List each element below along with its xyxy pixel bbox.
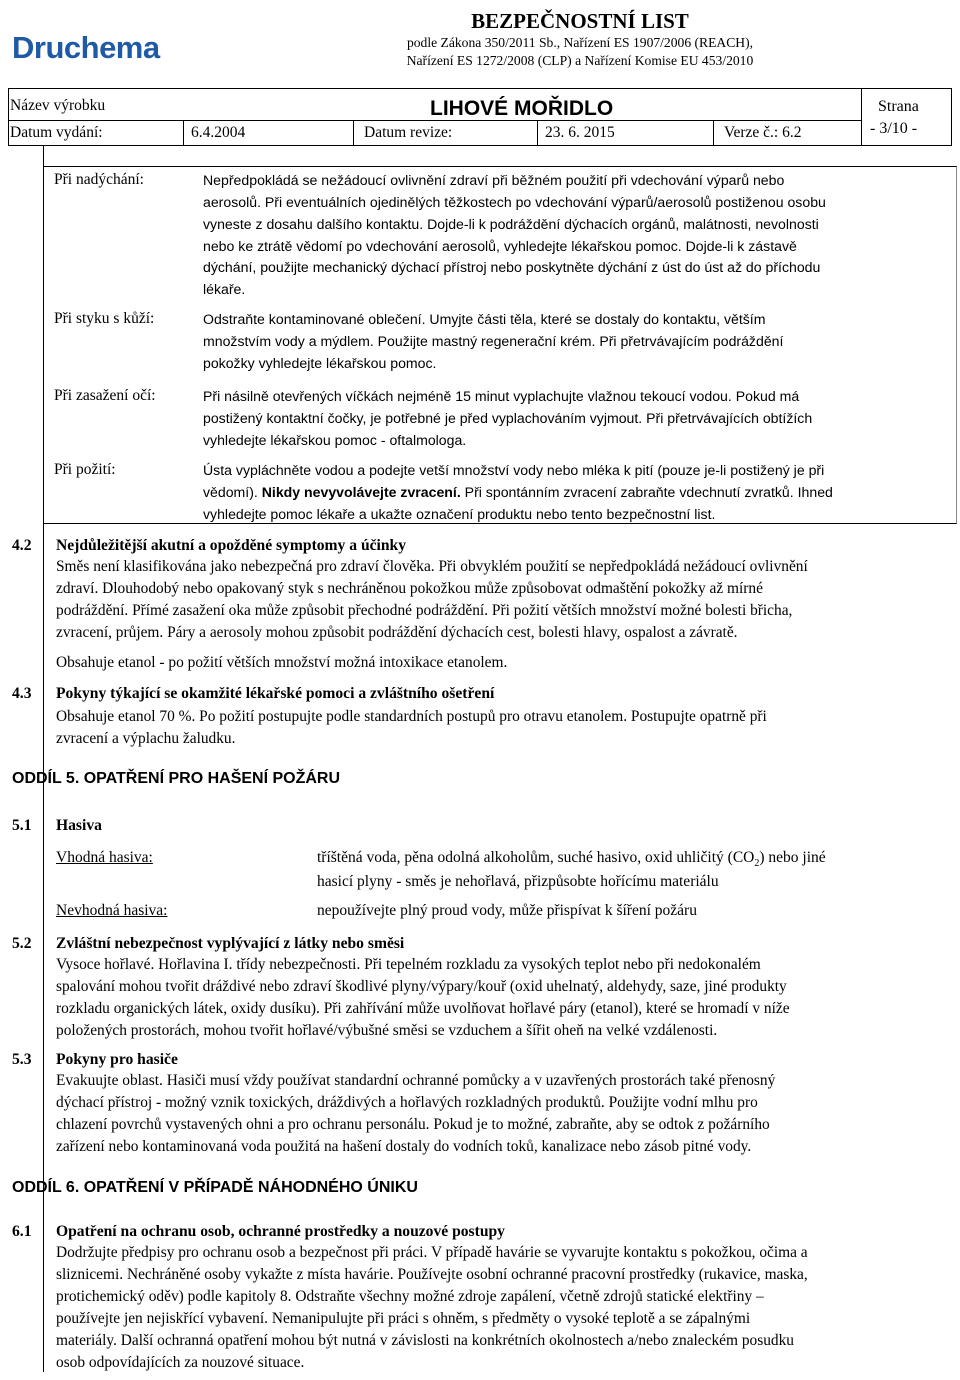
product-name: LIHOVÉ MOŘIDLO [430,97,614,120]
text-line: nebo ke ztrátě vědomí po vdechování aerosolů, vyhledejte lékařskou pomoc. Dojde-li k zástavě [203,237,797,254]
section-body [56,556,946,644]
skin-label: Při styku s kůží: [54,310,155,327]
text-line: osob odpovídajících za nouzové situace. [56,1354,305,1372]
page-number: - 3/10 - [870,120,918,137]
text-line: vyhledejte lékařskou pomoc - oftalmologa. [203,431,467,448]
logo-text: Druchema [12,30,160,65]
section-body [56,706,946,750]
text-line: postižený kontaktní čočky, je potřebné je před vyplachováním vyjmout. Při přetrvávajících obtížích [203,409,813,426]
header-border [537,120,538,145]
text-line: vyhledejte pomoc lékaře a ukažte označení produktu nebo tento bezpečnostní list. [203,505,716,522]
document-title: BEZPEČNOSTNÍ LIST [471,9,689,33]
text-line: podráždění. Přímé zasažení oka může způsobit přechodné podráždění. Při požití větších množství možné bolesti břicha, [56,602,793,620]
section-number: 4.2 [12,537,32,554]
text-line: množstvím vody a mýdlem. Použijte mastný regenerační krém. Při přetrvávajícím podráždění [203,332,784,349]
section-number: 4.3 [12,685,32,702]
section-title: Zvláštní nebezpečnost vyplývající z látky nebo směsi [56,935,405,952]
section-title: Opatření na ochranu osob, ochranné prostředky a nouzové postupy [56,1223,505,1240]
text-line: používejte jen nejiskřící vybavení. Nemanipulujte při práci s ohněm, s předměty o vysoké teplotě a se zápalnými [56,1310,751,1328]
section-body [56,1070,946,1158]
header-border [8,88,9,145]
header-border [353,120,354,145]
text-line: Dodržujte předpisy pro ochranu osob a bezpečnost při práci. V případě havárie se vyvarujte kontaktu s pokožkou, očima a [56,1244,808,1261]
issue-date-label: Datum vydání: [10,124,103,141]
company-logo [12,28,160,69]
header-border [183,120,184,145]
text-line: chlazení povrchů vystavených ohni a pro ochranu personálu. Pokud je to možné, zabraňte, aby se odtok z požárního [56,1116,770,1134]
inhalation-text [203,170,948,301]
revision-date: 23. 6. 2015 [545,124,615,141]
header-divider [8,145,952,146]
text-span: tříštěná voda, pěna odolná alkoholům, suché hasivo, oxid uhličitý (CO [317,849,755,866]
text-line [203,482,948,504]
subtitle-line: Nařízení ES 1272/2008 (CLP) a Nařízení Komise EU 453/2010 [406,52,754,68]
issue-date: 6.4.2004 [191,124,246,141]
text-span: ) nebo jiné [759,849,826,866]
product-label: Název výrobku [10,97,106,114]
text-line: zvracení a výplachu žaludku. [56,730,236,748]
text-line: hasicí plyny - směs je nehořlavá, přizpůsobte hořícímu materiálu [317,873,719,891]
text-line: Při násilně otevřených víčkách nejméně 15 minut vyplachujte vlažnou tekoucí vodou. Pokud má [203,388,800,404]
text-line: položených prostorách, mohou tvořit hořlavé/výbušné směsi se vzduchem a šířit oheň na velké vzdálenosti. [56,1022,718,1040]
section-body [56,1242,946,1374]
text-line: Nepředpokládá se nežádoucí ovlivnění zdraví při běžném použití při vdechování výparů nebo [203,172,785,188]
text-line: dýchací přístroj - možný vznik toxických, dráždivých a hořlavých rozkladných produktů. Použijte vodní mlhu pro [56,1094,758,1112]
text-line: dýchání, použijte mechanický dýchací přístroj nebo poskytněte dýchání z úst do úst až do příchodu [203,259,821,276]
eyes-label: Při zasažení očí: [54,387,156,404]
suitable-label: Vhodná hasiva: [56,849,153,866]
text-line: Směs není klasifikována jako nebezpečná pro zdraví člověka. Při obvyklém použití se nepředpokládá nežádoucí ovlivnění [56,558,808,575]
unsuitable-label: Nevhodná hasiva: [56,902,168,919]
section-body [56,954,946,1042]
suitable-text [317,847,947,893]
text-line: lékaře. [203,281,246,298]
inhalation-label: Při nadýchání: [54,171,144,188]
text-line: materiály. Další ochranná opatření mohou být nutná v závislosti na konkrétních okolnostech a/nebo znaleckém posudku [56,1332,794,1350]
document-subtitle [320,34,840,69]
text-line: Obsahuje etanol 70 %. Po požití postupujte podle standardních postupů pro otravu etanolem. Postupujte opatrně při [56,708,767,725]
text-line: rozkladu organických látek, oxidy dusíku). Při zahřívání může uvolňovat hořlavé páry (etanol), které se hromadí v níže [56,1000,790,1018]
text-line: zdraví. Dlouhodobý nebo opakovaný styk s nechráněnou pokožkou může způsobovat odmaštění pokožky až mírné [56,580,763,598]
chapter-heading: ODDÍL 6. OPATŘENÍ V PŘÍPADĚ NÁHODNÉHO ÚNIKU [12,1179,418,1196]
section-title: Hasiva [56,817,102,834]
page-label: Strana [878,98,919,115]
text-line: pokožky vyhledejte lékařskou pomoc. [203,354,437,371]
section-number: 5.2 [12,935,32,952]
section-title: Pokyny pro hasiče [56,1051,178,1068]
ingestion-text [203,460,948,526]
revision-date-label: Datum revize: [364,124,453,141]
text-line: Ústa vypláchněte vodou a podejte vetší množství vody nebo mléka k pití (pouze je-li postižený je při [203,462,825,478]
text-line: Vysoce hořlavé. Hořlavina I. třídy nebezpečnosti. Při tepelném rozkladu za vysokých teplot nebo při nedokonalém [56,956,761,973]
subtitle-line: podle Zákona 350/2011 Sb., Nařízení ES 1907/2006 (REACH), [406,35,754,50]
header-border [861,88,862,145]
section-title: Pokyny týkající se okamžité lékařské pomoci a zvláštního ošetření [56,685,495,702]
header-divider [8,120,862,121]
text-line: zvracení, průjem. Páry a aerosoly mohou způsobit podráždění dýchacích cest, bolesti hlavy, ospalost a závratě. [56,624,738,642]
version-label: Verze č.: 6.2 [724,124,802,141]
text-line: Evakuujte oblast. Hasiči musí vždy používat standardní ochranné pomůcky a v uzavřených prostorách také přenosný [56,1072,776,1089]
subscript: 2 [754,858,760,870]
text-line: protichemický oděv) podle kapitoly 8. Odstraňte všechny možné zdroje zapálení, včetně zdrojů statické elektřiny – [56,1288,764,1306]
text-line: Odstraňte kontaminované oblečení. Umyjte části těla, které se dostaly do kontaktu, větším [203,311,766,327]
warning-text: Nikdy nevyvolávejte zvracení. [261,483,461,500]
text-line: spalování mohou tvořit dráždivé nebo zdraví škodlivé plyny/výpary/kouř (oxid uhelnatý, aldehydy, saze, jiné produkty [56,978,787,996]
section-number: 5.1 [12,817,32,834]
header-border [713,120,714,145]
header-divider [8,88,952,89]
section-number: 5.3 [12,1051,32,1068]
header-border [951,88,952,145]
section-note: Obsahuje etanol - po požití větších množství možná intoxikace etanolem. [56,654,508,671]
text-span: vědomí). [203,483,262,500]
ingestion-label: Při požití: [54,461,116,478]
unsuitable-text: nepoužívejte plný proud vody, může přispívat k šíření požáru [317,902,697,919]
text-line: aerosolů. Při eventuálních ojedinělých těžkostech po vdechování výparů/aerosolů postiženou osobu [203,193,826,210]
text-line: sliznicemi. Nechráněné osoby vykažte z místa havárie. Používejte osobní ochranné pracovní prostředky (rukavice, maska, [56,1266,808,1284]
text-line [317,847,947,871]
eyes-text [203,386,948,452]
chapter-heading: ODDÍL 5. OPATŘENÍ PRO HAŠENÍ POŽÁRU [12,770,341,787]
section-title: Nejdůležitější akutní a opožděné symptomy a účinky [56,537,407,554]
skin-text [203,309,948,375]
text-line: vyneste z dosahu dalšího kontaktu. Dojde-li k podráždění dýchacích orgánů, malátnosti, nevolnosti [203,215,819,232]
text-span: Při spontánním zvracení zabraňte vdechnutí zvratků. Ihned [460,483,833,500]
text-line: zařízení nebo kontaminovaná voda použitá na hašení dostaly do vodních toků, kanalizace nebo zásob pitné vody. [56,1138,752,1156]
section-number: 6.1 [12,1223,32,1240]
